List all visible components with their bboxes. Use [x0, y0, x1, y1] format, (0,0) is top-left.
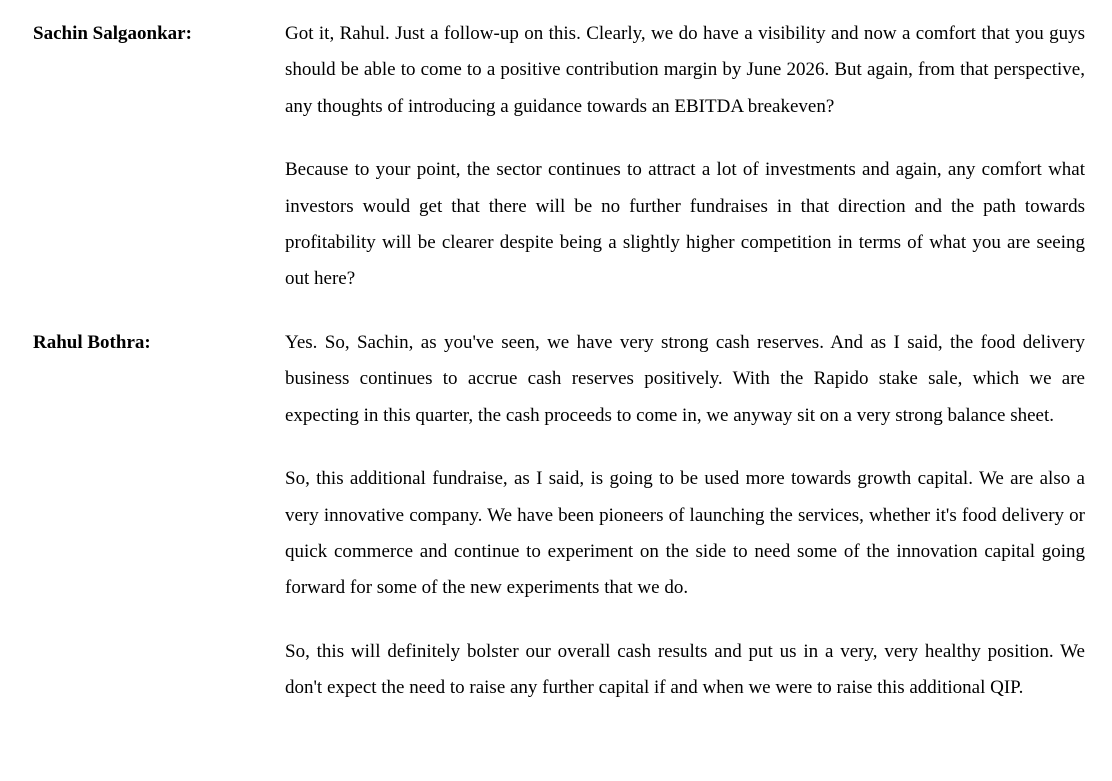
speech-block [285, 325, 1085, 707]
speech-block [285, 16, 1085, 298]
speaker-name: Sachin Salgaonkar: [33, 23, 192, 44]
speech-paragraph: Yes. So, Sachin, as you've seen, we have very strong cash reserves. And as I said, the food delivery business continues to accrue cash reserves positively. With the Rapido stake sale, which we are expecting in this quarter, the cash proceeds to come in, we anyway sit on a very strong balance sheet. [285, 332, 1085, 426]
speech-paragraph: So, this will definitely bolster our overall cash results and put us in a very, very healthy position. We don't expect the need to raise any further capital if and when we were to raise this additional QIP. [285, 641, 1085, 699]
transcript-turn [0, 325, 1112, 707]
speaker-name: Rahul Bothra: [33, 332, 151, 354]
speech-paragraph: Because to your point, the sector continues to attract a lot of investments and again, any comfort what investors would get that there will be no further fundraises in that direction and the path towards profitability will be clearer despite being a slightly higher competition in terms of what you are seeing out here? [285, 159, 1085, 290]
transcript-turn [0, 16, 1112, 298]
speech-paragraph: Got it, Rahul. Just a follow-up on this. Clearly, we do have a visibility and now a comfort that you guys should be able to come to a positive contribution margin by June 2026. But again, from that perspective, any thoughts of introducing a guidance towards an EBITDA breakeven? [285, 23, 1085, 117]
speech-paragraph: So, this additional fundraise, as I said, is going to be used more towards growth capital. We are also a very innovative company. We have been pioneers of launching the services, whether it's food delivery or quick commerce and continue to experiment on the side to need some of the innovation capital going forward for some of the new experiments that we do. [285, 468, 1085, 599]
